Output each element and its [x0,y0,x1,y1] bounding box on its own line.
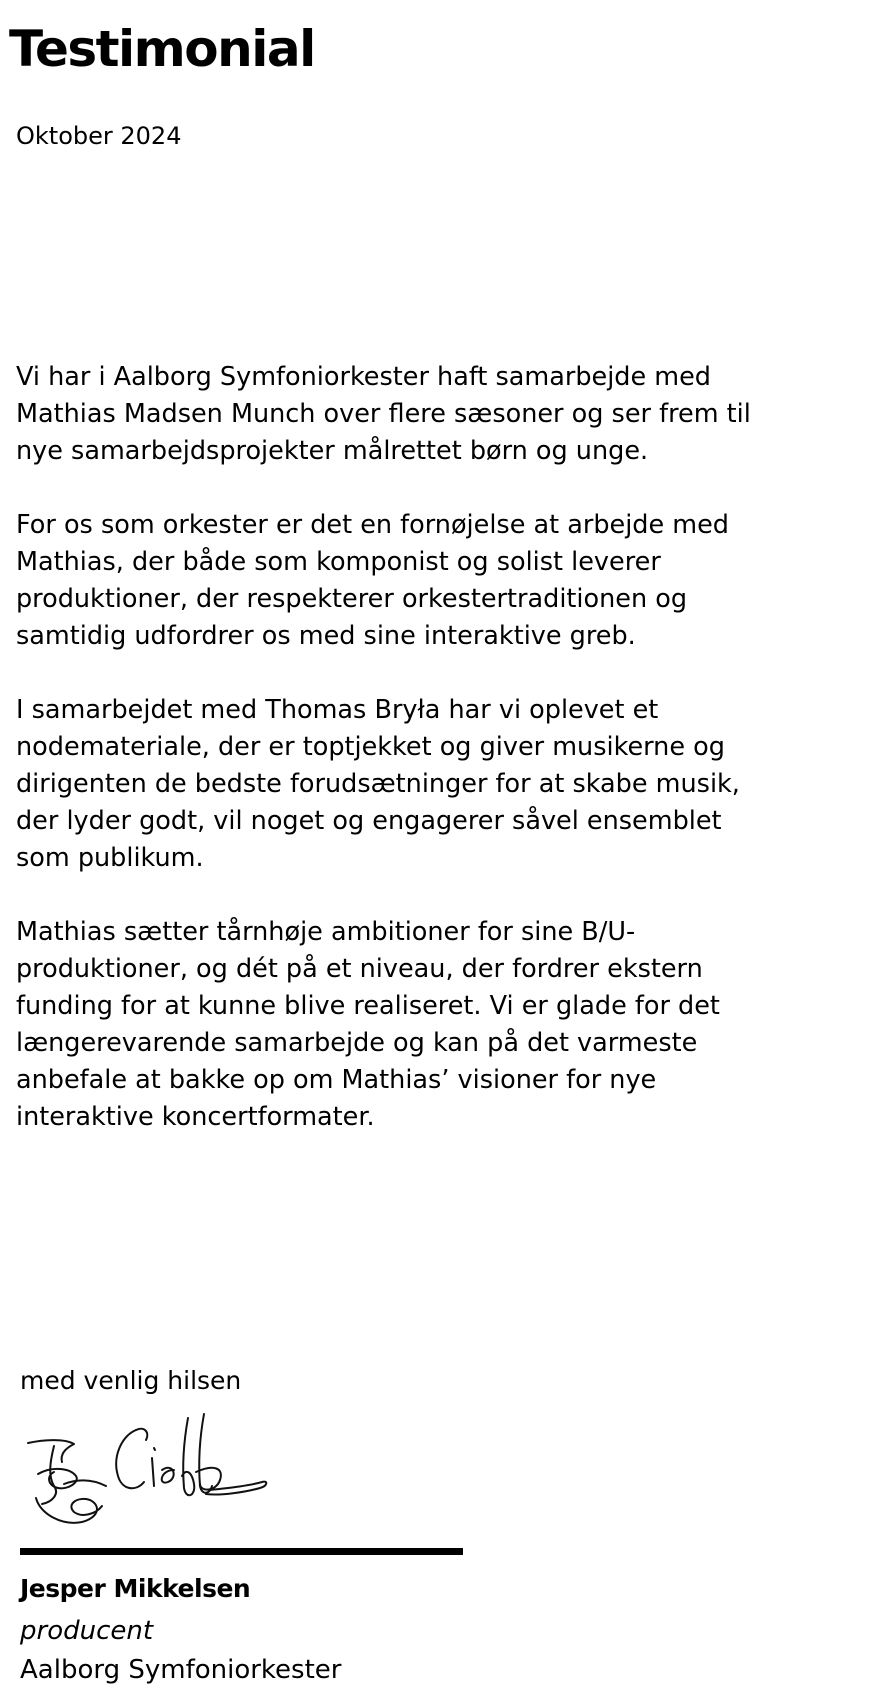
document-date: Oktober 2024 [16,122,182,150]
body-paragraph-1: Vi har i Aalborg Symfoniorkester haft samarbejde med Mathias Madsen Munch over flere sæsoner og ser frem til nye samarbejdsprojekter målrettet børn og unge. [16,362,751,466]
page-title: Testimonial [9,20,315,78]
handwritten-signature [24,1410,284,1540]
body-paragraph-3: I samarbejdet med Thomas Bryła har vi oplevet et nodemateriale, der er toptjekket og giver musikerne og dirigenten de bedste forudsætninger for at skabe musik, der lyder godt, vil noget og engagerer såvel ensemblet som publikum. [16,695,740,873]
testimonial-body [16,359,866,1173]
body-paragraph-2: For os som orkester er det en fornøjelse at arbejde med Mathias, der både som komponist og solist leverer produktioner, der respekterer orkestertraditionen og samtidig udfordrer os med sine interaktive greb. [16,510,729,651]
body-paragraph-4: Mathias sætter tårnhøje ambitioner for sine B/U- produktioner, og dét på et niveau, der fordrer ekstern funding for at kunne blive realiseret. Vi er glade for det længerevarende samarbejde og kan på det varmeste anbefale at bakke op om Mathias’ visioner for nye interaktive koncertformater. [16,917,720,1132]
signature-line [20,1548,463,1555]
signer-organization: Aalborg Symfoniorkester [20,1655,342,1685]
closing-salutation: med venlig hilsen [20,1366,242,1395]
signer-role: producent [20,1616,154,1646]
signer-name: Jesper Mikkelsen [20,1574,251,1603]
